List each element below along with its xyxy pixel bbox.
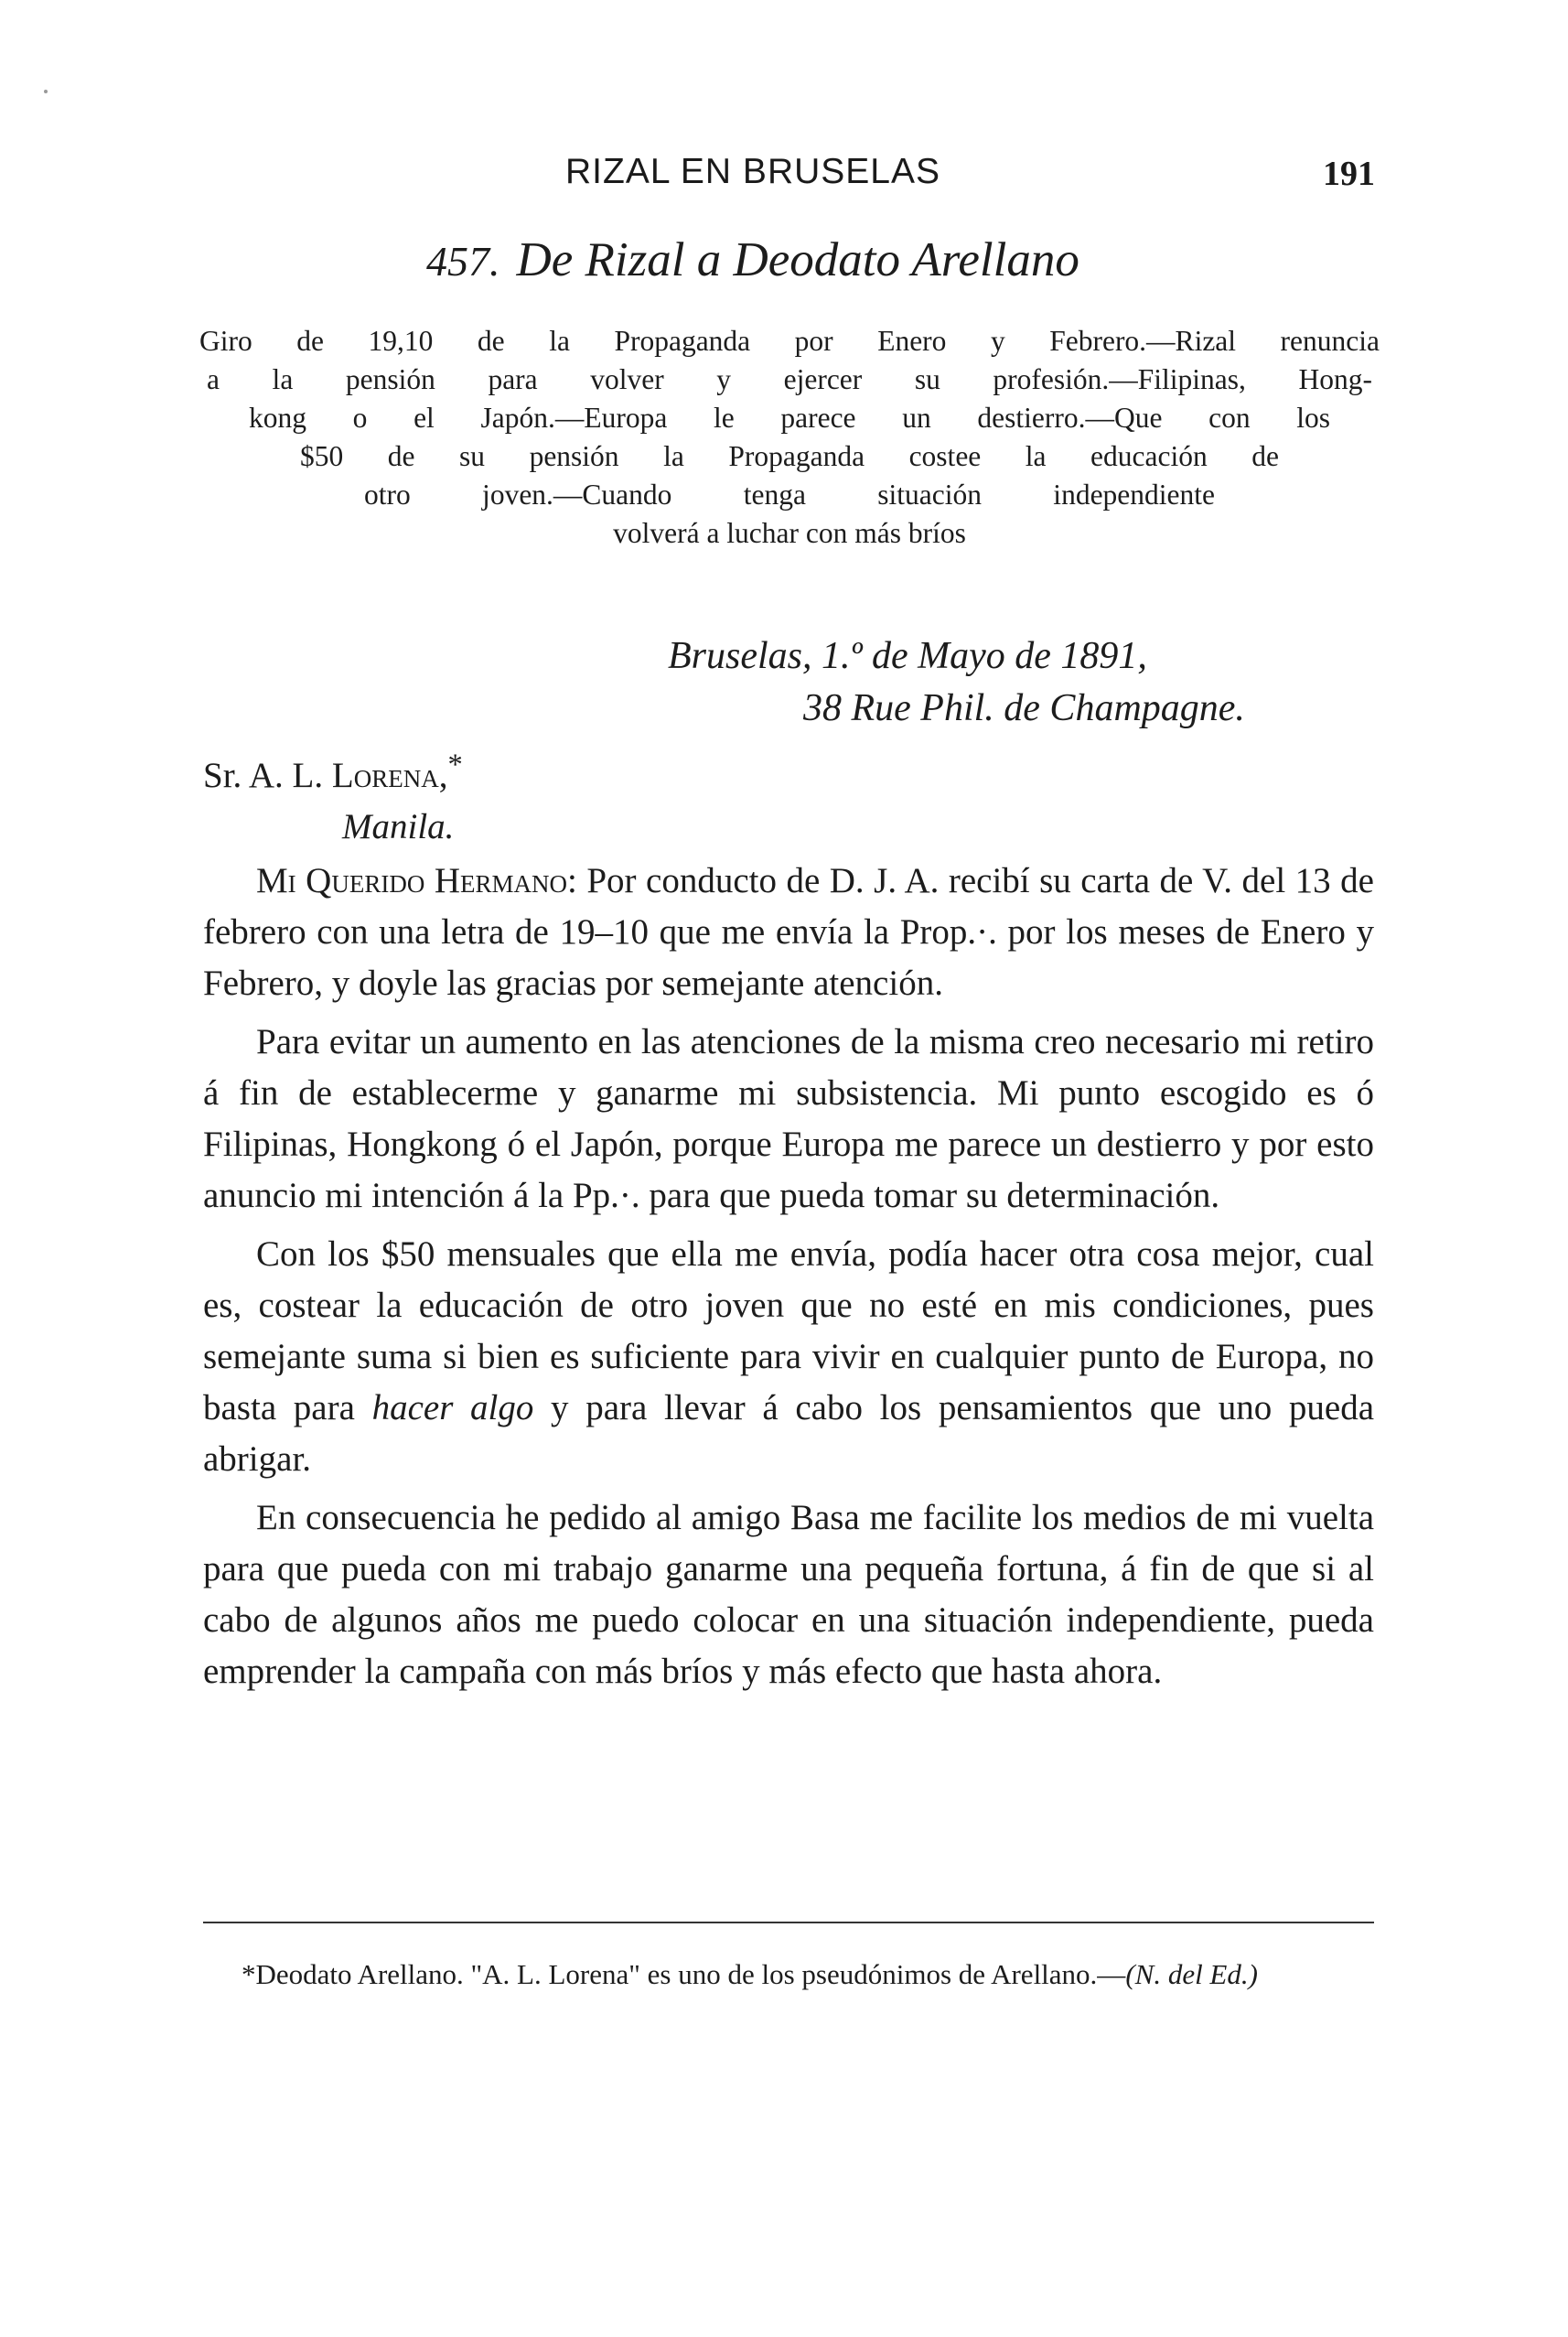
page-number: 191 — [1323, 155, 1375, 193]
footnote-text: *Deodato Arellano. "A. L. Lorena" es uno de los pseudónimos de Arellano.— — [242, 1958, 1126, 1990]
paragraph-text: Por conducto de D. J. A. recibí su carta de V. del 13 de febrero con una letra de 19–10 que me envía la Prop.·. por los meses de Enero y Febrero, y doyle las gracias por semejante atención. — [203, 861, 1374, 1003]
paragraph: En consecuencia he pedido al amigo Basa me facilite los medios de mi vuelta para que pueda con mi trabajo ganarme una pequeña fortuna, á fin de que si al cabo de algunos años me puedo colocar en una situación independiente, pueda emprender la campaña con más bríos y más efecto que hasta ahora. — [203, 1498, 1374, 1691]
footnote-credit: (N. del Ed.) — [1125, 1958, 1258, 1990]
paragraph: Para evitar un aumento en las atenciones de la misma creo necesario mi retiro á fin de establecerme y ganarme mi subsistencia. Mi punto escogido es ó Filipinas, Hongkong ó el Japón, porque Europa me parece un destierro y por esto anuncio mi intención á la Pp.·. para que pueda tomar su determinación. — [203, 1022, 1374, 1215]
recipient-city: Manila. — [342, 807, 455, 846]
speck-mark — [44, 90, 48, 93]
letter-number: 457. — [426, 238, 500, 285]
salutation: Mi Querido Hermano: — [256, 861, 577, 900]
footnote-marker: * — [447, 748, 463, 781]
paragraph — [203, 856, 1374, 1009]
summary-line: volverá a luchar con más bríos — [613, 517, 966, 549]
running-title: RIZAL EN BRUSELAS — [565, 152, 941, 191]
letter-body — [203, 856, 1374, 1705]
summary-line: Giro de 19,10 de la Propaganda por Enero y Febrero.—Rizal renuncia — [199, 325, 1380, 357]
recipient-block — [203, 739, 463, 853]
sender-address: 38 Rue Phil. de Champagne. — [803, 687, 1245, 729]
summary-line: kong o el Japón.—Europa le parece un destierro.—Que con los — [249, 402, 1330, 434]
recipient-name: Lorena, — [331, 756, 448, 795]
summary-line: a la pensión para volver y ejercer su profesión.—Filipinas, Hong- — [207, 363, 1372, 395]
paragraph — [203, 1229, 1374, 1485]
letter-summary — [199, 322, 1380, 553]
paragraph-text: y para llevar á cabo los pensamientos que uno pueda abrigar. — [203, 1388, 1375, 1479]
summary-line: otro joven.—Cuando tenga situación independiente — [364, 479, 1215, 511]
recipient-prefix: Sr. A. L. — [203, 756, 332, 795]
footnote — [203, 1954, 1374, 1996]
letter-heading — [426, 232, 1079, 287]
italic-phrase: hacer algo — [371, 1388, 534, 1427]
footnote-paragraph — [203, 1954, 1374, 1996]
letter-title: De Rizal a Deodato Arellano — [516, 233, 1079, 286]
footnote-rule — [203, 1922, 1374, 1923]
place-date: Bruselas, 1.º de Mayo de 1891, — [668, 635, 1147, 677]
summary-line: $50 de su pensión la Propaganda costee la educación de — [300, 440, 1279, 472]
paragraph-text: Con los $50 mensuales que ella me envía, podía hacer otra cosa mejor, cual es, costear la educación de otro joven que no esté en mis condiciones, pues semejante suma si bien es suficiente para vivir en cualquier punto de Europa, no basta para — [203, 1234, 1374, 1427]
